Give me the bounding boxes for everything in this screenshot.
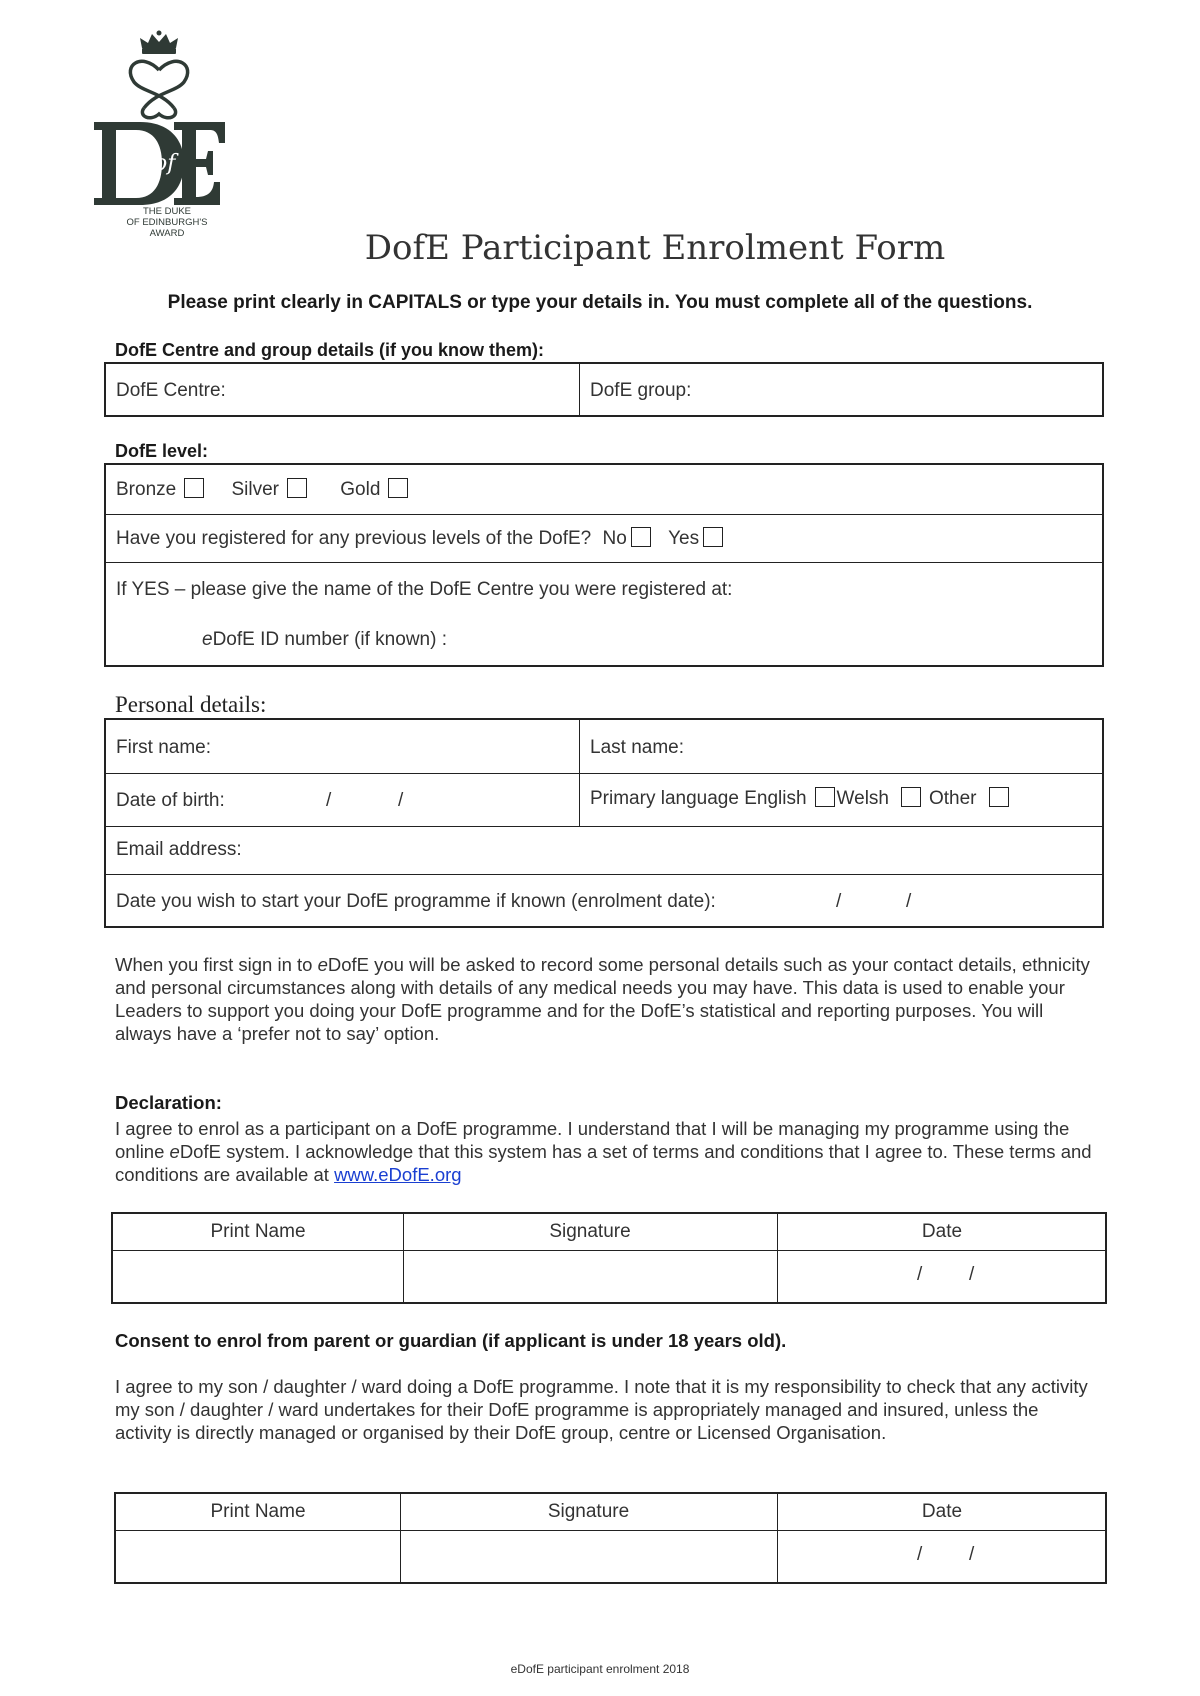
- declaration-e: e: [169, 1141, 180, 1162]
- signature-header: Signature: [549, 1221, 631, 1242]
- primary-language-field: [590, 787, 1015, 810]
- parent-signature-field[interactable]: [402, 1532, 775, 1582]
- signature-header: Signature: [547, 1501, 630, 1522]
- declaration-signature-table: [111, 1212, 1107, 1304]
- previous-levels-row: [106, 514, 1102, 549]
- edofe-prefix: e: [202, 629, 213, 650]
- dob-language-row: [106, 773, 1102, 811]
- declaration-text-part: I agree to enrol as a participant on a DofE programme. I understand that I will be managing my programme using the online: [115, 1118, 1070, 1162]
- centre-group-table: [104, 362, 1104, 417]
- date-separator: /: [969, 1544, 975, 1565]
- info-e: e: [317, 954, 328, 975]
- if-yes-field[interactable]: [116, 579, 732, 601]
- personal-section-heading: Personal details:: [115, 692, 267, 717]
- yes-label: Yes: [668, 528, 700, 549]
- centre-label: DofE Centre:: [116, 380, 226, 401]
- parent-date-field[interactable]: [779, 1532, 1105, 1582]
- no-checkbox[interactable]: [631, 527, 651, 547]
- declaration-heading: Declaration:: [115, 1092, 222, 1113]
- declaration-text-part: DofE system. I acknowledge that this system has a set of terms and conditions that I agree to. These terms and conditions are available at: [115, 1141, 1092, 1185]
- date-separator: /: [917, 1264, 923, 1285]
- email-field[interactable]: [116, 839, 242, 861]
- first-name-label: First name:: [116, 737, 212, 758]
- level-table: [104, 463, 1104, 667]
- silver-label: Silver: [231, 479, 279, 500]
- other-checkbox[interactable]: [989, 787, 1009, 807]
- declaration-text: [115, 1117, 1100, 1186]
- gold-checkbox[interactable]: [388, 478, 408, 498]
- svg-text:of: of: [154, 151, 176, 176]
- instructions: Please print clearly in CAPITALS or type your details in. You must complete all of the questions.: [167, 292, 1033, 313]
- date-header: Date: [921, 1221, 963, 1242]
- dob-label: Date of birth:: [116, 790, 225, 811]
- welsh-label: Welsh: [836, 788, 889, 809]
- primary-language-label: Primary language: [590, 788, 739, 809]
- english-label: English: [744, 788, 807, 809]
- header-divider: [116, 1530, 1105, 1531]
- info-paragraph: [115, 953, 1100, 1045]
- yes-checkbox[interactable]: [703, 527, 723, 547]
- previous-question-text: Have you registered for any previous levels of the DofE?: [116, 528, 592, 549]
- first-name-field[interactable]: [116, 737, 211, 759]
- date-header: Date: [921, 1501, 963, 1522]
- if-yes-row: [106, 562, 1102, 650]
- level-section-heading: DofE level:: [115, 441, 209, 461]
- last-name-label: Last name:: [590, 737, 684, 758]
- logo-caption-line: OF EDINBURGH'S: [126, 217, 208, 228]
- silver-checkbox[interactable]: [287, 478, 307, 498]
- page-title: DofE Participant Enrolment Form: [364, 228, 946, 268]
- welsh-checkbox[interactable]: [901, 787, 921, 807]
- edofe-id-label: DofE ID number (if known) :: [212, 629, 447, 650]
- consent-signature-table: [114, 1492, 1107, 1584]
- logo-caption-line: THE DUKE: [142, 206, 192, 217]
- date-separator: /: [917, 1544, 923, 1565]
- parent-print-name-field[interactable]: [118, 1532, 398, 1582]
- no-label: No: [602, 528, 627, 549]
- header-divider: [113, 1250, 1105, 1251]
- consent-text: I agree to my son / daughter / ward doing a DofE programme. I note that it is my responsibility to check that any activity my son / daughter / ward undertakes for their DofE programme is appropriately managed and insured, unless the activity is directly managed or organised by their DofE group, centre or Licensed Organisation.: [115, 1376, 1088, 1443]
- start-date-row: [106, 874, 1102, 912]
- edofe-id-field[interactable]: [202, 629, 447, 651]
- if-yes-label: If YES – please give the name of the DofE Centre you were registered at:: [116, 579, 733, 600]
- english-checkbox[interactable]: [815, 787, 835, 807]
- date-separator: /: [398, 790, 404, 811]
- other-label: Other: [928, 788, 977, 809]
- previous-levels-question: [116, 527, 729, 550]
- divider: [579, 364, 580, 415]
- personal-details-table: [104, 718, 1104, 928]
- print-name-field[interactable]: [115, 1252, 401, 1302]
- signature-field[interactable]: [405, 1252, 775, 1302]
- last-name-field[interactable]: [590, 737, 684, 759]
- consent-heading: Consent to enrol from parent or guardian (if applicant is under 18 years old).: [115, 1330, 787, 1351]
- start-date-field[interactable]: [116, 891, 1076, 913]
- bronze-label: Bronze: [116, 479, 177, 500]
- group-field[interactable]: [590, 380, 1090, 404]
- edofe-link[interactable]: www.eDofE.org: [334, 1164, 462, 1185]
- date-separator: /: [836, 891, 842, 912]
- info-text: When you first sign in to: [115, 954, 318, 975]
- date-field[interactable]: [779, 1252, 1105, 1302]
- group-label: DofE group:: [590, 380, 692, 401]
- date-separator: /: [326, 790, 332, 811]
- print-name-header: Print Name: [210, 1221, 306, 1242]
- logo-caption-line: AWARD: [149, 228, 185, 239]
- info-text: DofE you will be asked to record some personal details such as your contact details, ethnicity and personal circumstances along with details of any medical needs you may have. This data is used to enable your Leaders to support you doing your DofE programme and for the DofE’s statistical and reporting purposes. You will always have a ‘prefer not to say’ option.: [115, 954, 1090, 1044]
- email-row: [106, 826, 1102, 860]
- footer: eDofE participant enrolment 2018: [510, 1662, 690, 1676]
- date-separator: /: [969, 1264, 975, 1285]
- centre-section-heading: DofE Centre and group details (if you know them):: [115, 340, 545, 360]
- date-separator: /: [906, 891, 912, 912]
- level-options: [116, 478, 414, 501]
- dob-field[interactable]: [116, 790, 566, 812]
- centre-field[interactable]: [116, 380, 566, 404]
- bronze-checkbox[interactable]: [184, 478, 204, 498]
- email-label: Email address:: [116, 839, 242, 860]
- start-date-label: Date you wish to start your DofE programme if known (enrolment date):: [116, 891, 716, 912]
- gold-label: Gold: [340, 479, 381, 500]
- print-name-header: Print Name: [210, 1501, 306, 1522]
